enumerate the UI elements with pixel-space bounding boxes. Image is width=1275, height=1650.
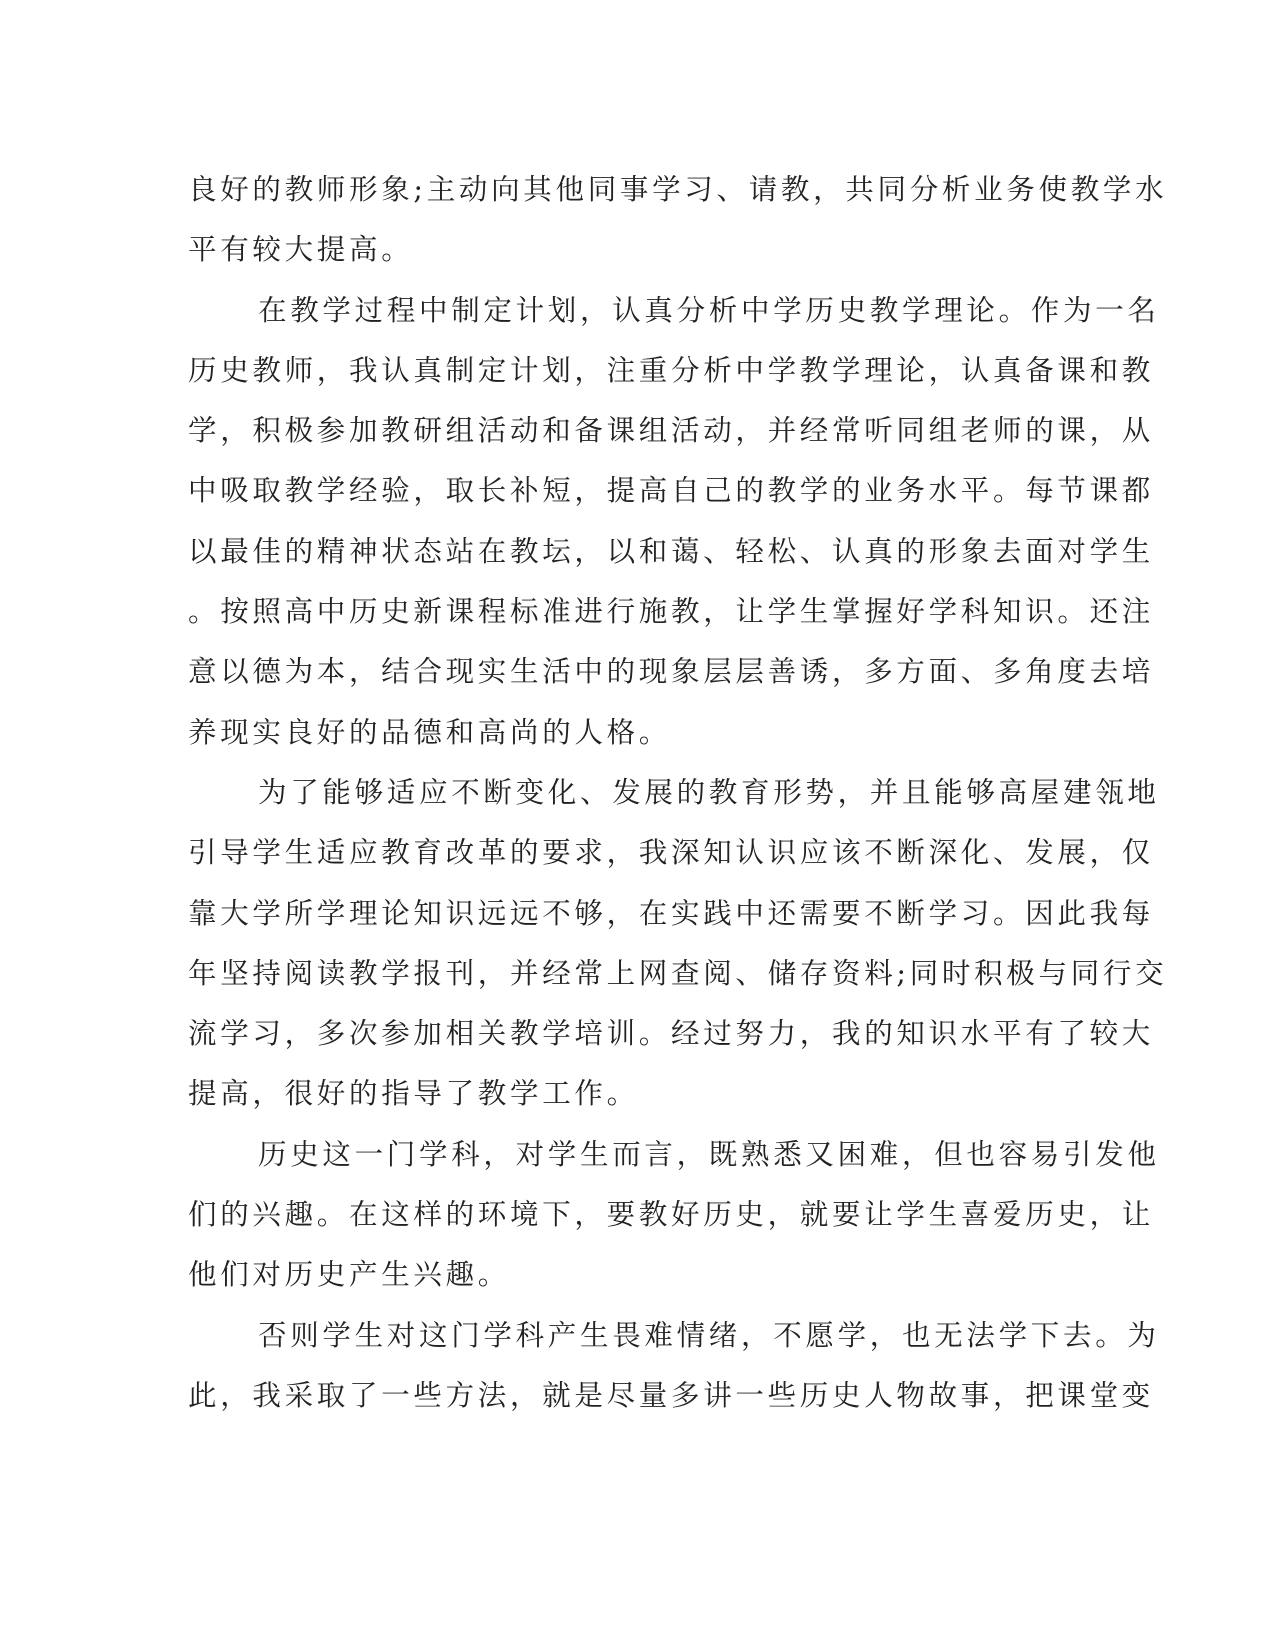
text-line: 意以德为本，结合现实生活中的现象层层善诱，多方面、多角度去培 bbox=[188, 655, 1155, 689]
text-line: 历史教师，我认真制定计划，注重分析中学教学理论，认真备课和教 bbox=[188, 353, 1155, 387]
text-line: 靠大学所学理论知识远远不够，在实践中还需要不断学习。因此我每 bbox=[188, 896, 1155, 930]
paragraph-start-line: 否则学生对这门学科产生畏难情绪，不愿学，也无法学下去。为 bbox=[258, 1318, 1160, 1352]
text-line: 们的兴趣。在这样的环境下，要教好历史，就要让学生喜爱历史，让 bbox=[188, 1198, 1155, 1232]
paragraph-start-line: 在教学过程中制定计划，认真分析中学历史教学理论。作为一名 bbox=[258, 293, 1160, 327]
paragraph-start-line: 为了能够适应不断变化、发展的教育形势，并且能够高屋建瓴地 bbox=[258, 775, 1160, 809]
text-line: 中吸取教学经验，取长补短，提高自己的教学的业务水平。每节课都 bbox=[188, 474, 1155, 508]
text-line: 提高，很好的指导了教学工作。 bbox=[188, 1077, 639, 1111]
text-line: 平有较大提高。 bbox=[188, 233, 414, 267]
text-line: 以最佳的精神状态站在教坛，以和蔼、轻松、认真的形象去面对学生 bbox=[188, 534, 1155, 568]
text-line: 学，积极参加教研组活动和备课组活动，并经常听同组老师的课，从 bbox=[188, 414, 1155, 448]
text-line: 养现实良好的品德和高尚的人格。 bbox=[188, 715, 672, 749]
text-line: 引导学生适应教育改革的要求，我深知认识应该不断深化、发展，仅 bbox=[188, 836, 1155, 870]
text-line: 年坚持阅读教学报刊，并经常上网查阅、储存资料;同时积极与同行交 bbox=[188, 956, 1168, 990]
text-line: 。按照高中历史新课程标准进行施教，让学生掌握好学科知识。还注 bbox=[188, 595, 1155, 629]
document-body bbox=[188, 160, 1168, 1426]
paragraph-start-line: 历史这一门学科，对学生而言，既熟悉又困难，但也容易引发他 bbox=[258, 1137, 1160, 1171]
text-line: 流学习，多次参加相关教学培训。经过努力，我的知识水平有了较大 bbox=[188, 1017, 1155, 1051]
text-line: 良好的教师形象;主动向其他同事学习、请教，共同分析业务使教学水 bbox=[188, 173, 1168, 206]
text-line: 他们对历史产生兴趣。 bbox=[188, 1258, 511, 1292]
text-line: 此，我采取了一些方法，就是尽量多讲一些历史人物故事，把课堂变 bbox=[188, 1378, 1155, 1412]
